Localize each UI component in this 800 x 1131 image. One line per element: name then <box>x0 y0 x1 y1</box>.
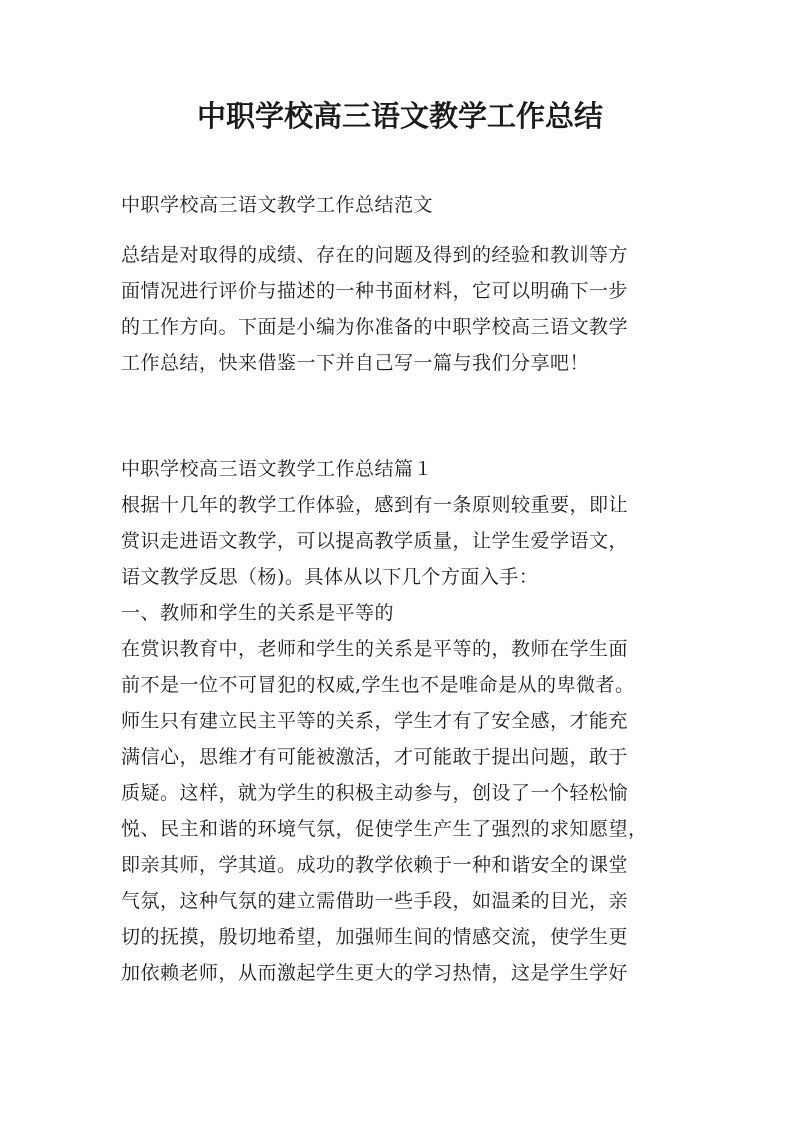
body-line: 赏识走进语文教学，可以提高教学质量，让学生爱学语文， <box>121 530 629 552</box>
body-line: 前不是一位不可冒犯的权威,学生也不是唯命是从的卑微者。 <box>121 674 635 696</box>
body-line: 在赏识教育中，老师和学生的关系是平等的，教师在学生面 <box>121 638 629 660</box>
section-body <box>121 451 691 991</box>
body-line: 师生只有建立民主平等的关系，学生才有了安全感，才能充 <box>121 710 629 732</box>
intro-line: 总结是对取得的成绩、存在的问题及得到的经验和教训等方 <box>121 244 629 266</box>
body-line: 悦、民主和谐的环境气氛，促使学生产生了强烈的求知愿望， <box>121 818 648 840</box>
intro-line: 的工作方向。下面是小编为你准备的中职学校高三语文教学 <box>121 316 629 338</box>
body-line: 质疑。这样，就为学生的积极主动参与，创设了一个轻松愉 <box>121 782 629 804</box>
body-subheading: 一、教师和学生的关系是平等的 <box>121 602 395 624</box>
body-line: 根据十几年的教学工作体验，感到有一条原则较重要，即让 <box>121 494 629 516</box>
body-line: 气氛，这种气氛的建立需借助一些手段，如温柔的目光，亲 <box>121 890 629 912</box>
section-heading: 中职学校高三语文教学工作总结篇１ <box>121 458 434 480</box>
body-line: 语文教学反思（杨)。具体从以下几个方面入手： <box>121 566 539 588</box>
body-line: 即亲其师，学其道。成功的教学依赖于一种和谐安全的课堂 <box>121 854 629 876</box>
document-subtitle <box>121 187 691 223</box>
body-line: 满信心，思维才有可能被激活，才可能敢于提出问题，敢于 <box>121 746 629 768</box>
intro-line: 面情况进行评价与描述的一种书面材料，它可以明确下一步 <box>121 280 629 302</box>
document-title: 中职学校高三语文教学工作总结 <box>196 99 603 133</box>
body-line: 切的抚摸，殷切地希望，加强师生间的情感交流，使学生更 <box>121 926 629 948</box>
body-line: 加依赖老师，从而激起学生更大的学习热情，这是学生学好 <box>121 962 629 984</box>
intro-paragraph <box>121 237 691 381</box>
intro-line: 工作总结，快来借鉴一下并自己写一篇与我们分享吧！ <box>121 352 590 374</box>
subtitle-line: 中职学校高三语文教学工作总结范文 <box>121 194 434 216</box>
